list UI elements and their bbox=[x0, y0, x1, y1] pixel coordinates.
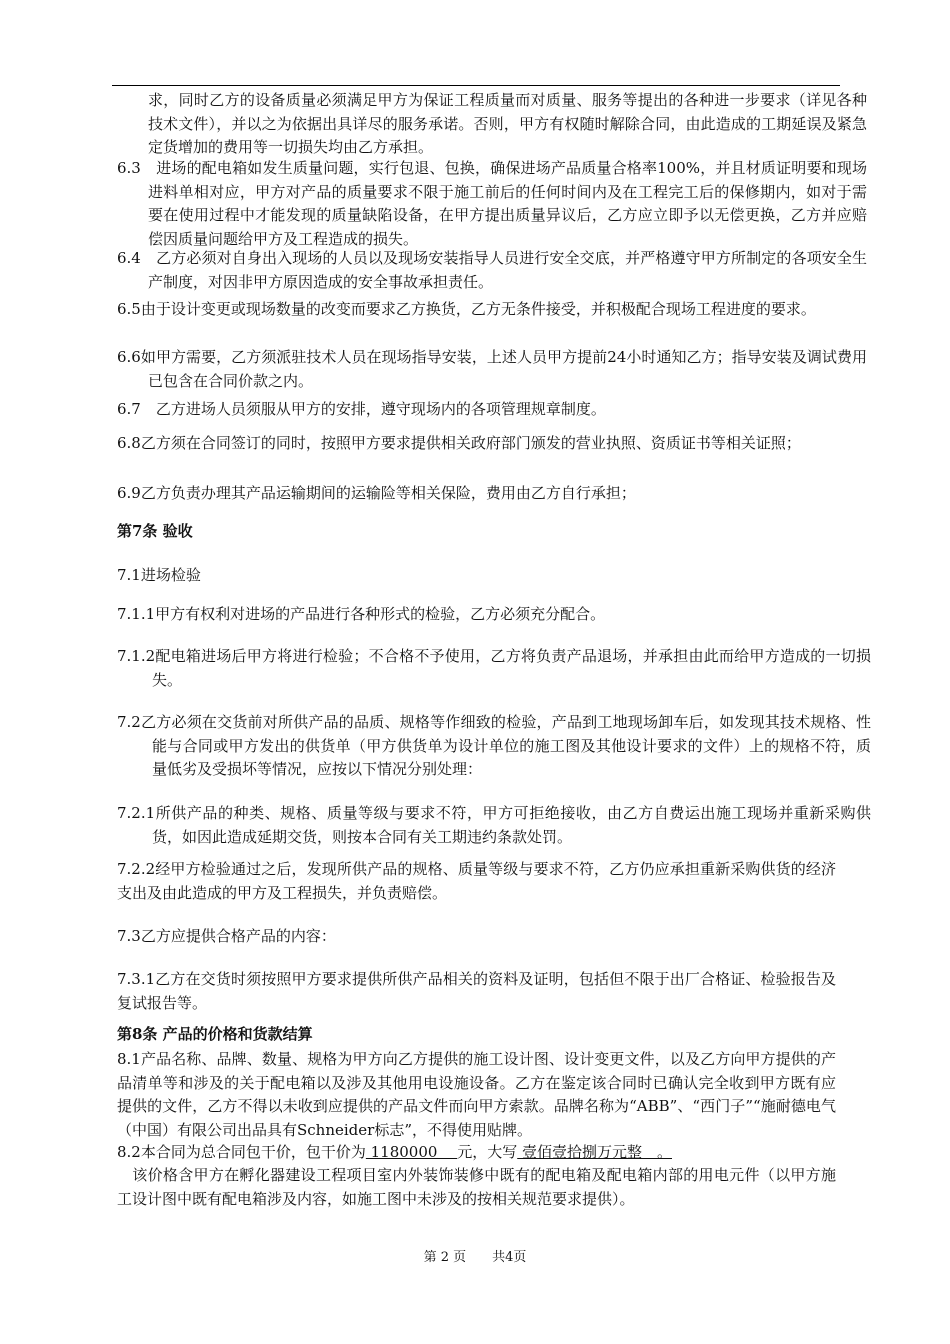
section-7-heading: 第7条 验收 bbox=[117, 522, 193, 540]
paragraph-8-3: 该价格含甲方在孵化器建设工程项目室内外装饰装修中既有的配电箱及配电箱内部的用电元件（以甲方施工设计图中既有配电箱涉及内容，如施工图中未涉及的按相关规范要求提供）。 bbox=[117, 1166, 836, 1208]
contract-amount-words: 壹佰壹拾捌万元整 。 bbox=[517, 1143, 672, 1161]
paragraph-8-2 bbox=[117, 1141, 836, 1165]
paragraph-7-2-2: 7.2.2经甲方检验通过之后，发现所供产品的规格、质量等级与要求不符，乙方仍应承担重新采购供货的经济支出及由此造成的甲方及工程损失，并负责赔偿。 bbox=[117, 860, 836, 902]
paragraph-8-1: 8.1产品名称、品牌、数量、规格为甲方向乙方提供的施工设计图、设计变更文件，以及乙方向甲方提供的产品清单等和涉及的关于配电箱以及涉及其他用电设施设备。乙方在鉴定该合同时已确认完全收到甲方既有应提供的文件，乙方不得以未收到应提供的产品文件而向甲方索款。品牌名称为“ABB”、“西门子”“施耐德电气（中国）有限公司出品具有Schneider标志”，不得使用贴牌。 bbox=[117, 1050, 836, 1139]
paragraph-6-4: 6.4 乙方必须对自身出入现场的人员以及现场安装指导人员进行安全交底，并严格遵守甲方所制定的各项安全生产制度，对因非甲方原因造成的安全事故承担责任。 bbox=[117, 249, 867, 291]
paragraph-6-3: 6.3 进场的配电箱如发生质量问题，实行包退、包换，确保进场产品质量合格率100%，并且材质证明要和现场进料单相对应，甲方对产品的质量要求不限于施工前后的任何时间内及在工程完工后的保修期内，如对于需要在使用过程中才能发现的质量缺陷设备，在甲方提出质量异议后，乙方应立即予以无偿更换，乙方并应赔偿因质量问题给甲方及工程造成的损失。 bbox=[117, 159, 867, 248]
paragraph-7-1-1: 7.1.1甲方有权利对进场的产品进行各种形式的检验，乙方必须充分配合。 bbox=[117, 605, 606, 623]
paragraph-6-9: 6.9乙方负责办理其产品运输期间的运输险等相关保险，费用由乙方自行承担； bbox=[117, 484, 636, 502]
paragraph-7-3-1: 7.3.1乙方在交货时须按照甲方要求提供所供产品相关的资料及证明，包括但不限于出厂合格证、检验报告及复试报告等。 bbox=[117, 970, 836, 1012]
paragraph-6-7: 6.7 乙方进场人员须服从甲方的安排，遵守现场内的各项管理规章制度。 bbox=[117, 400, 606, 418]
paragraph-7-2-1: 7.2.1所供产品的种类、规格、质量等级与要求不符，甲方可拒绝接收，由乙方自费运出施工现场并重新采购供货，如因此造成延期交货，则按本合同有关工期违约条款处罚。 bbox=[117, 804, 871, 846]
paragraph-7-3: 7.3乙方应提供合格产品的内容： bbox=[117, 927, 336, 945]
paragraph-6-6: 6.6如甲方需要，乙方须派驻技术人员在现场指导安装，上述人员甲方提前24小时通知乙方；指导安装及调试费用已包含在合同价款之内。 bbox=[117, 348, 867, 390]
contract-amount: 1180000 bbox=[365, 1143, 458, 1161]
paragraph-6-8: 6.8乙方须在合同签订的同时，按照甲方要求提供相关政府部门颁发的营业执照、资质证书等相关证照； bbox=[117, 434, 801, 452]
section-8-heading: 第8条 产品的价格和货款结算 bbox=[117, 1025, 313, 1043]
paragraph-6-5: 6.5由于设计变更或现场数量的改变而要求乙方换货，乙方无条件接受，并积极配合现场工程进度的要求。 bbox=[117, 300, 816, 318]
paragraph-7-1: 7.1进场检验 bbox=[117, 566, 201, 584]
paragraph-6-2-cont: 求，同时乙方的设备质量必须满足甲方为保证工程质量而对质量、服务等提出的各种进一步要求（详见各种技术文件），并以之为依据出具详尽的服务承诺。否则，甲方有权随时解除合同，由此造成的工期延误及紧急定货增加的费用等一切损失均由乙方承担。 bbox=[148, 91, 867, 156]
paragraph-7-2: 7.2乙方必须在交货前对所供产品的品质、规格等作细致的检验，产品到工地现场卸车后，如发现其技术规格、性能与合同或甲方发出的供货单（甲方供货单为设计单位的施工图及其他设计要求的文件）上的规格不符，质量低劣及受损坏等情况，应按以下情况分别处理： bbox=[117, 713, 871, 778]
paragraph-7-1-2: 7.1.2配电箱进场后甲方将进行检验；不合格不予使用，乙方将负责产品退场，并承担由此而给甲方造成的一切损失。 bbox=[117, 647, 871, 689]
page-footer: 第 2 页 共4页 bbox=[423, 1250, 527, 1265]
text: 8.2本合同为总合同包干价，包干价为 bbox=[117, 1143, 366, 1161]
text: 元，大写 bbox=[457, 1143, 518, 1161]
header-rule bbox=[112, 85, 840, 86]
